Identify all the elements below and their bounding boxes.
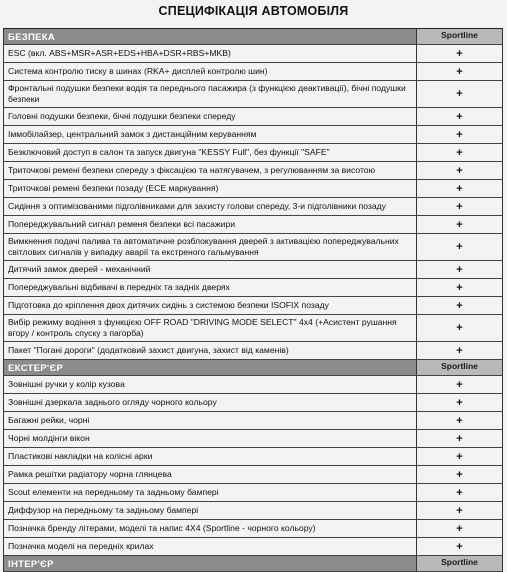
spec-feature: Іммобілайзер, центральний замок з дистанційним керуванням — [4, 126, 417, 143]
spec-feature: Головні подушки безпеки, бічні подушки безпеки спереду — [4, 108, 417, 125]
spec-row — [3, 342, 503, 360]
included-mark: + — [456, 504, 463, 517]
included-mark: + — [456, 146, 463, 159]
spec-row — [3, 261, 503, 279]
included-mark: + — [456, 110, 463, 123]
spec-row — [3, 279, 503, 297]
spec-feature: Диффузор на передньому та задньому бампері — [4, 502, 417, 519]
spec-feature: Пластикові накладки на колісні арки — [4, 448, 417, 465]
spec-feature: Підготовка до кріплення двох дитячих сидінь з системою безпеки ISOFIX позаду — [4, 297, 417, 314]
included-mark: + — [456, 322, 463, 334]
spec-row — [3, 180, 503, 198]
included-mark: + — [456, 65, 463, 78]
spec-row — [3, 376, 503, 394]
trim-column-header: Sportline — [417, 556, 502, 571]
included-mark: + — [456, 281, 463, 294]
included-mark: + — [456, 522, 463, 535]
trim-column-header: Sportline — [417, 360, 502, 375]
spec-feature: Вимкнення подачі палива та автоматичне розблокування дверей з активацією попереджувальних світлових сигналів у випадку аварії та екстреного гальмування — [4, 234, 417, 260]
spec-feature: Попереджувальні відбивачі в передніх та задніх дверях — [4, 279, 417, 296]
spec-feature: Фронтальні подушки безпеки водія та переднього пасажира (з функцією деактивації), бічні подушки безпеки — [4, 81, 417, 107]
spec-feature: Система контролю тиску в шинах (RKA+ дисплей контролю шин) — [4, 63, 417, 80]
included-mark: + — [456, 468, 463, 481]
specification-table — [3, 28, 503, 572]
spec-feature: Дитячий замок дверей - механічний — [4, 261, 417, 278]
included-mark: + — [456, 396, 463, 409]
section-header — [3, 556, 503, 572]
spec-row — [3, 466, 503, 484]
included-mark: + — [456, 182, 463, 195]
included-mark: + — [456, 200, 463, 213]
spec-feature: Позначка бренду літерами, моделі та напис 4X4 (Sportline - чорного кольору) — [4, 520, 417, 537]
spec-row — [3, 108, 503, 126]
section-title: ІНТЕР'ЄР — [4, 556, 417, 571]
included-mark: + — [456, 263, 463, 276]
section-title: БЕЗПЕКА — [4, 29, 417, 44]
spec-feature: Пакет "Погані дороги" (додатковий захист двигуна, захист від каменів) — [4, 342, 417, 359]
trim-column-header: Sportline — [417, 29, 502, 44]
spec-row — [3, 484, 503, 502]
spec-feature: Scout елементи на передньому та задньому бампері — [4, 484, 417, 501]
spec-row — [3, 520, 503, 538]
included-mark: + — [456, 47, 463, 60]
spec-row — [3, 144, 503, 162]
spec-feature: Сидіння з оптимізованими підголівниками для захисту голови спереду, 3-и підголівники позаду — [4, 198, 417, 215]
spec-feature: ESC (вкл. ABS+MSR+ASR+EDS+HBA+DSR+RBS+MKB) — [4, 45, 417, 62]
included-mark: + — [456, 299, 463, 312]
spec-row — [3, 81, 503, 108]
spec-feature: Попереджувальний сигнал ременя безпеки всі пасажири — [4, 216, 417, 233]
spec-row — [3, 448, 503, 466]
included-mark: + — [456, 88, 463, 100]
spec-row — [3, 315, 503, 342]
spec-row — [3, 412, 503, 430]
spec-row — [3, 538, 503, 556]
spec-feature: Триточкові ремені безпеки позаду (ECE маркування) — [4, 180, 417, 197]
section-header — [3, 29, 503, 45]
spec-feature: Позначка моделі на передніх крилах — [4, 538, 417, 555]
spec-row — [3, 198, 503, 216]
included-mark: + — [456, 128, 463, 141]
included-mark: + — [456, 344, 463, 357]
spec-row — [3, 394, 503, 412]
included-mark: + — [456, 241, 463, 253]
included-mark: + — [456, 218, 463, 231]
spec-feature: Вибір режиму водіння з функцією OFF ROAD "DRIVING MODE SELECT" 4x4 (+Асистент рушання вгору / контроль спуску з пагорба) — [4, 315, 417, 341]
spec-feature: Зовнішні ручки у колір кузова — [4, 376, 417, 393]
included-mark: + — [456, 450, 463, 463]
spec-row — [3, 126, 503, 144]
included-mark: + — [456, 540, 463, 553]
included-mark: + — [456, 432, 463, 445]
page-title: СПЕЦИФІКАЦІЯ АВТОМОБІЛЯ — [158, 4, 349, 18]
spec-feature: Чорні молдінги вікон — [4, 430, 417, 447]
spec-feature: Рамка решітки радіатору чорна глянцева — [4, 466, 417, 483]
included-mark: + — [456, 414, 463, 427]
included-mark: + — [456, 486, 463, 499]
spec-feature: Безключовий доступ в салон та запуск двигуна "KESSY Full", без функції "SAFE" — [4, 144, 417, 161]
included-mark: + — [456, 378, 463, 391]
spec-row — [3, 297, 503, 315]
section-title: ЕКСТЕР'ЄР — [4, 360, 417, 375]
spec-feature: Триточкові ремені безпеки спереду з фіксацією та натягувачем, з регулюванням за висотою — [4, 162, 417, 179]
spec-row — [3, 430, 503, 448]
spec-row — [3, 234, 503, 261]
spec-row — [3, 45, 503, 63]
spec-row — [3, 63, 503, 81]
spec-feature: Зовнішні дзеркала заднього огляду чорного кольору — [4, 394, 417, 411]
included-mark: + — [456, 164, 463, 177]
spec-row — [3, 502, 503, 520]
spec-feature: Багажні рейки, чорні — [4, 412, 417, 429]
spec-row — [3, 216, 503, 234]
section-header — [3, 360, 503, 376]
spec-row — [3, 162, 503, 180]
